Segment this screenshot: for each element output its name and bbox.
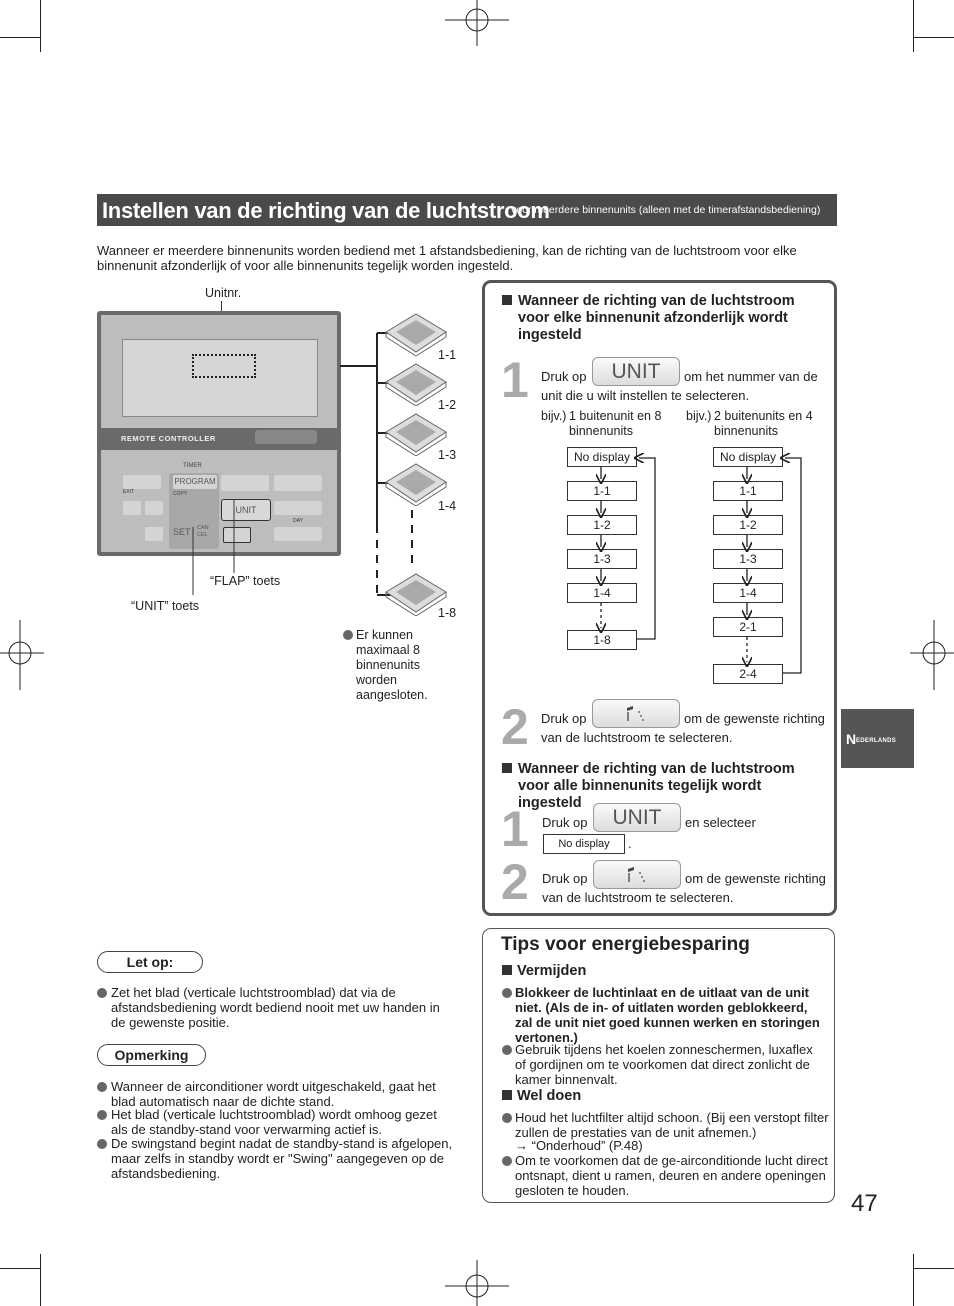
- all-units-heading: Wanneer de richting van de luchtstroom voor alle binnenunits tegelijk wordt ingesteld: [518, 761, 795, 811]
- remote-lcd: [122, 339, 318, 417]
- sequence-box: 1-3: [567, 549, 637, 569]
- section-title-bar: [97, 194, 837, 226]
- sequence-box: 2-1: [713, 617, 783, 637]
- intro-text: Wanneer er meerdere binnenunits worden bediend met 1 afstandsbediening, kan de richting van de luchtstroom voor elke binnenunit afzonderlijk of voor alle binnenunits tegelijk worden ingesteld.: [97, 243, 797, 273]
- cancel-label: CAN CEL: [197, 525, 209, 538]
- flap-key-label: “FLAP” toets: [210, 574, 281, 588]
- step-text: .: [628, 836, 632, 851]
- opmerking-item: De swingstand begint nadat de standby-stand is afgelopen, maar zelfs in standby wordt er "Swing" aangegeven op de afstandsbediening.: [111, 1136, 453, 1181]
- registration-mark-top: [445, 0, 509, 50]
- sequence-box: 1-4: [713, 583, 783, 603]
- unit-button: UNIT: [592, 357, 680, 386]
- step-text: Druk op: [541, 711, 587, 726]
- unit-button: UNIT: [593, 803, 681, 832]
- tips-title: Tips voor energiebesparing: [501, 934, 750, 955]
- max-units-note: Er kunnen maximaal 8 binnenunits worden aangesloten.: [356, 628, 428, 702]
- sequence-arrows: [560, 440, 810, 690]
- page-number: 47: [851, 1190, 878, 1217]
- sequence-box: 1-8: [567, 630, 637, 650]
- unit-id: 1-8: [438, 606, 457, 620]
- page-title: Instellen van de richting van de luchtstroom: [102, 198, 550, 223]
- no-display-box: No display: [543, 834, 625, 854]
- step-text: Druk op: [542, 815, 588, 830]
- flap-button: [593, 860, 681, 889]
- language-tab-initial: N: [846, 731, 857, 747]
- step-text: van de luchtstroom te selecteren.: [541, 730, 733, 745]
- unit-id: 1-2: [438, 398, 457, 412]
- copy-label: COPY: [173, 491, 188, 497]
- unitnr-label: Unitnr.: [205, 286, 242, 300]
- sequence-box: 1-3: [713, 549, 783, 569]
- opmerking-label: Opmerking: [97, 1044, 206, 1066]
- unit-number-highlight: [192, 354, 256, 378]
- example1-title: 1 buitenunit en 8 binnenunits: [569, 409, 662, 438]
- avoid-heading: Vermijden: [517, 963, 587, 979]
- sequence-box: 1-2: [567, 515, 637, 535]
- let-op-label: Let op:: [97, 951, 203, 973]
- example-label: bijv.): [541, 409, 567, 423]
- sequence-box: No display: [567, 447, 637, 467]
- registration-mark-left: [0, 620, 44, 690]
- avoid-item: Gebruik tijdens het koelen zonneschermen, luxaflex of gordijnen om te voorkomen dat direct zonlicht de kamer binnenvalt.: [515, 1042, 813, 1087]
- sequence-box: 1-4: [567, 583, 637, 603]
- sequence-box: 1-1: [713, 481, 783, 501]
- language-tab: [841, 709, 914, 768]
- do-heading: Wel doen: [517, 1088, 582, 1104]
- step-number: 2: [501, 699, 529, 755]
- opmerking-item: Het blad (verticale luchtstroomblad) wordt omhoog gezet als de standby-stand voor verwarming actief is.: [111, 1107, 437, 1137]
- flap-icon: [594, 861, 680, 888]
- exit-label: EXIT: [123, 489, 135, 495]
- let-op-item: Zet het blad (verticale luchtstroomblad) dat via de afstandsbediening wordt bediend nooit met uw handen in de gewenste positie.: [111, 985, 440, 1030]
- unit-id: 1-1: [438, 348, 457, 362]
- step-text: om het nummer van de: [684, 369, 818, 384]
- registration-mark-right: [910, 620, 954, 690]
- program-button: PROGRAM: [173, 475, 217, 489]
- avoid-item: Blokkeer de luchtinlaat en de uitlaat van de unit niet. (Als de in- of uitlaten worden geblokkeerd, zal de unit niet goed kunnen werken en storingen vertonen.): [515, 985, 820, 1045]
- step-number: 1: [501, 801, 529, 857]
- sequence-box: 2-4: [713, 664, 783, 684]
- step-text: Druk op: [542, 871, 588, 886]
- step-number: 1: [501, 352, 529, 408]
- step-text: van de luchtstroom te selecteren.: [542, 890, 734, 905]
- timer-label: TIMER: [183, 463, 202, 469]
- step-text: unit die u wilt instellen te selecteren.: [541, 388, 750, 403]
- registration-mark-bottom: [445, 1256, 509, 1306]
- step-text: en selecteer: [685, 815, 756, 830]
- day-label: DAY: [293, 518, 303, 524]
- set-label: SET: [173, 527, 191, 537]
- flap-icon: [593, 700, 679, 727]
- unit-id: 1-3: [438, 448, 457, 462]
- opmerking-item: Wanneer de airconditioner wordt uitgeschakeld, gaat het blad automatisch naar de dichte stand.: [111, 1079, 436, 1109]
- page-subtitle: voor meerdere binnenunits (alleen met de timerafstandsbediening): [511, 204, 821, 216]
- sequence-box: 1-2: [713, 515, 783, 535]
- language-tab-rest: EDERLANDS: [856, 738, 897, 744]
- step-number: 2: [501, 854, 529, 910]
- flap-button: [592, 699, 680, 728]
- power-button: [255, 430, 317, 444]
- example-label: bijv.): [686, 409, 712, 423]
- do-item-reference: → “Onderhoud” (P.48): [515, 1138, 643, 1153]
- unit-key: UNIT: [221, 499, 271, 521]
- unit-key-label: “UNIT” toets: [131, 599, 200, 613]
- individual-heading: Wanneer de richting van de luchtstroom voor elke binnenunit afzonderlijk wordt ingesteld: [518, 293, 795, 343]
- step-text: om de gewenste richting: [685, 871, 826, 886]
- sequence-box: 1-1: [567, 481, 637, 501]
- sequence-box: No display: [713, 447, 783, 467]
- unit-id: 1-4: [438, 499, 457, 513]
- step-text: Druk op: [541, 369, 587, 384]
- do-item: Om te voorkomen dat de ge-airconditionde lucht direct ontsnapt, dient u ramen, deuren en andere openingen gesloten te houden.: [515, 1153, 828, 1198]
- do-item: Houd het luchtfilter altijd schoon. (Bij een verstopt filter zullen de prestaties van de unit afnemen.): [515, 1110, 829, 1140]
- step-text: om de gewenste richting: [684, 711, 825, 726]
- remote-label: REMOTE CONTROLLER: [121, 434, 216, 443]
- example2-title: 2 buitenunits en 4 binnenunits: [714, 409, 813, 438]
